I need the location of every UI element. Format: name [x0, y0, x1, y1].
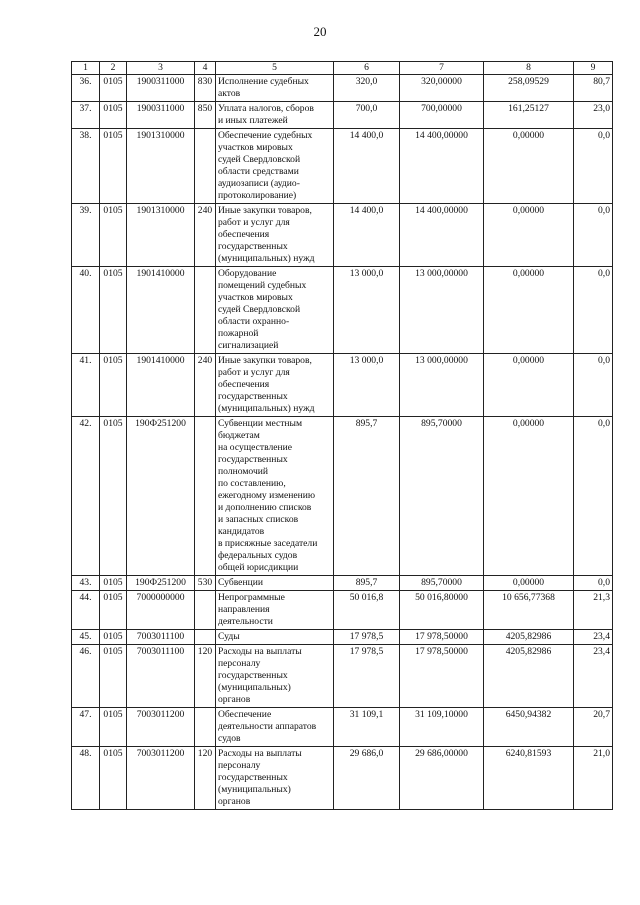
- target-code: 1901310000: [127, 204, 195, 267]
- section-code: 0105: [100, 576, 127, 591]
- row-number: 36.: [72, 75, 100, 102]
- execution-percent: 80,7: [574, 75, 613, 102]
- item-name: Обеспечение судебных участков мировых судей Свердловской области средствами аудиозаписи (аудио- протоколирование): [216, 129, 334, 204]
- column-header: 8: [484, 62, 574, 75]
- column-header: 2: [100, 62, 127, 75]
- executed-amount: 0,00000: [484, 417, 574, 576]
- target-code: 1901410000: [127, 267, 195, 354]
- column-header: 6: [334, 62, 400, 75]
- section-code: 0105: [100, 204, 127, 267]
- row-number: 39.: [72, 204, 100, 267]
- approved-amount: 320,0: [334, 75, 400, 102]
- column-header: 9: [574, 62, 613, 75]
- section-code: 0105: [100, 747, 127, 810]
- row-number: 45.: [72, 630, 100, 645]
- item-name: Обеспечение деятельности аппаратов судов: [216, 708, 334, 747]
- table-row: [72, 708, 613, 747]
- target-code: 7003011100: [127, 645, 195, 708]
- approved-amount: 14 400,0: [334, 204, 400, 267]
- expense-type: [195, 708, 216, 747]
- approved-amount: 29 686,0: [334, 747, 400, 810]
- section-code: 0105: [100, 645, 127, 708]
- executed-amount: 10 656,77368: [484, 591, 574, 630]
- approved-amount: 31 109,1: [334, 708, 400, 747]
- execution-percent: 0,0: [574, 267, 613, 354]
- budget-amount: 50 016,80000: [400, 591, 484, 630]
- budget-amount: 29 686,00000: [400, 747, 484, 810]
- column-header: 3: [127, 62, 195, 75]
- approved-amount: 13 000,0: [334, 267, 400, 354]
- expense-type: [195, 267, 216, 354]
- execution-percent: 0,0: [574, 354, 613, 417]
- expense-type: 240: [195, 354, 216, 417]
- row-number: 48.: [72, 747, 100, 810]
- target-code: 1901310000: [127, 129, 195, 204]
- executed-amount: 6240,81593: [484, 747, 574, 810]
- approved-amount: 17 978,5: [334, 645, 400, 708]
- execution-percent: 20,7: [574, 708, 613, 747]
- target-code: 7003011200: [127, 708, 195, 747]
- item-name: Непрограммные направления деятельности: [216, 591, 334, 630]
- budget-amount: 17 978,50000: [400, 645, 484, 708]
- table-row: [72, 645, 613, 708]
- section-code: 0105: [100, 129, 127, 204]
- expense-type: 830: [195, 75, 216, 102]
- target-code: 190Ф251200: [127, 417, 195, 576]
- table-row: [72, 354, 613, 417]
- executed-amount: 6450,94382: [484, 708, 574, 747]
- budget-amount: 895,70000: [400, 417, 484, 576]
- expense-type: 850: [195, 102, 216, 129]
- expense-type: 240: [195, 204, 216, 267]
- expense-type: 120: [195, 645, 216, 708]
- approved-amount: 50 016,8: [334, 591, 400, 630]
- column-header: 4: [195, 62, 216, 75]
- approved-amount: 895,7: [334, 417, 400, 576]
- section-code: 0105: [100, 75, 127, 102]
- section-code: 0105: [100, 630, 127, 645]
- budget-amount: 895,70000: [400, 576, 484, 591]
- row-number: 43.: [72, 576, 100, 591]
- row-number: 37.: [72, 102, 100, 129]
- executed-amount: 0,00000: [484, 129, 574, 204]
- budget-amount: 320,00000: [400, 75, 484, 102]
- executed-amount: 0,00000: [484, 204, 574, 267]
- executed-amount: 161,25127: [484, 102, 574, 129]
- approved-amount: 13 000,0: [334, 354, 400, 417]
- row-number: 46.: [72, 645, 100, 708]
- column-header: 5: [216, 62, 334, 75]
- row-number: 42.: [72, 417, 100, 576]
- table-row: [72, 747, 613, 810]
- table-header-row: [72, 62, 613, 75]
- page-number: 20: [313, 24, 327, 39]
- execution-percent: 0,0: [574, 204, 613, 267]
- execution-percent: 21,0: [574, 747, 613, 810]
- column-header: 7: [400, 62, 484, 75]
- execution-percent: 21,3: [574, 591, 613, 630]
- executed-amount: 4205,82986: [484, 630, 574, 645]
- budget-amount: 14 400,00000: [400, 204, 484, 267]
- expense-type: 120: [195, 747, 216, 810]
- row-number: 47.: [72, 708, 100, 747]
- item-name: Субвенции: [216, 576, 334, 591]
- expense-type: [195, 630, 216, 645]
- column-header: 1: [72, 62, 100, 75]
- item-name: Оборудование помещений судебных участков мировых судей Свердловской области охранно- пожарной сигнализацией: [216, 267, 334, 354]
- target-code: 1900311000: [127, 102, 195, 129]
- table-row: [72, 204, 613, 267]
- row-number: 38.: [72, 129, 100, 204]
- approved-amount: 17 978,5: [334, 630, 400, 645]
- section-code: 0105: [100, 708, 127, 747]
- executed-amount: 258,09529: [484, 75, 574, 102]
- execution-percent: 0,0: [574, 129, 613, 204]
- table-row: [72, 75, 613, 102]
- budget-amount: 14 400,00000: [400, 129, 484, 204]
- section-code: 0105: [100, 354, 127, 417]
- target-code: 1901410000: [127, 354, 195, 417]
- execution-percent: 23,4: [574, 645, 613, 708]
- execution-percent: 23,4: [574, 630, 613, 645]
- section-code: 0105: [100, 102, 127, 129]
- table-row: [72, 630, 613, 645]
- expense-type: [195, 417, 216, 576]
- table-row: [72, 576, 613, 591]
- budget-amount: 700,00000: [400, 102, 484, 129]
- execution-percent: 23,0: [574, 102, 613, 129]
- table-row: [72, 591, 613, 630]
- budget-table: [71, 61, 613, 810]
- target-code: 7003011100: [127, 630, 195, 645]
- item-name: Суды: [216, 630, 334, 645]
- budget-amount: 31 109,10000: [400, 708, 484, 747]
- executed-amount: 4205,82986: [484, 645, 574, 708]
- item-name: Расходы на выплаты персоналу государственных (муниципальных) органов: [216, 645, 334, 708]
- execution-percent: 0,0: [574, 417, 613, 576]
- budget-amount: 17 978,50000: [400, 630, 484, 645]
- item-name: Иные закупки товаров, работ и услуг для обеспечения государственных (муниципальных) нужд: [216, 204, 334, 267]
- item-name: Уплата налогов, сборов и иных платежей: [216, 102, 334, 129]
- item-name: Субвенции местным бюджетам на осуществление государственных полномочий по составлению, ежегодному изменению и дополнению списков и запасных списков кандидатов в присяжные заседатели федеральных судов общей юрисдикции: [216, 417, 334, 576]
- target-code: 190Ф251200: [127, 576, 195, 591]
- expense-type: 530: [195, 576, 216, 591]
- section-code: 0105: [100, 417, 127, 576]
- table-body: [72, 75, 613, 810]
- executed-amount: 0,00000: [484, 267, 574, 354]
- item-name: Исполнение судебных актов: [216, 75, 334, 102]
- item-name: Расходы на выплаты персоналу государственных (муниципальных) органов: [216, 747, 334, 810]
- row-number: 40.: [72, 267, 100, 354]
- table-row: [72, 417, 613, 576]
- target-code: 7003011200: [127, 747, 195, 810]
- target-code: 7000000000: [127, 591, 195, 630]
- approved-amount: 14 400,0: [334, 129, 400, 204]
- executed-amount: 0,00000: [484, 354, 574, 417]
- row-number: 44.: [72, 591, 100, 630]
- table-row: [72, 129, 613, 204]
- row-number: 41.: [72, 354, 100, 417]
- section-code: 0105: [100, 267, 127, 354]
- budget-amount: 13 000,00000: [400, 354, 484, 417]
- table-row: [72, 267, 613, 354]
- section-code: 0105: [100, 591, 127, 630]
- expense-type: [195, 129, 216, 204]
- expense-type: [195, 591, 216, 630]
- approved-amount: 895,7: [334, 576, 400, 591]
- approved-amount: 700,0: [334, 102, 400, 129]
- budget-amount: 13 000,00000: [400, 267, 484, 354]
- execution-percent: 0,0: [574, 576, 613, 591]
- item-name: Иные закупки товаров, работ и услуг для обеспечения государственных (муниципальных) нужд: [216, 354, 334, 417]
- table-row: [72, 102, 613, 129]
- executed-amount: 0,00000: [484, 576, 574, 591]
- target-code: 1900311000: [127, 75, 195, 102]
